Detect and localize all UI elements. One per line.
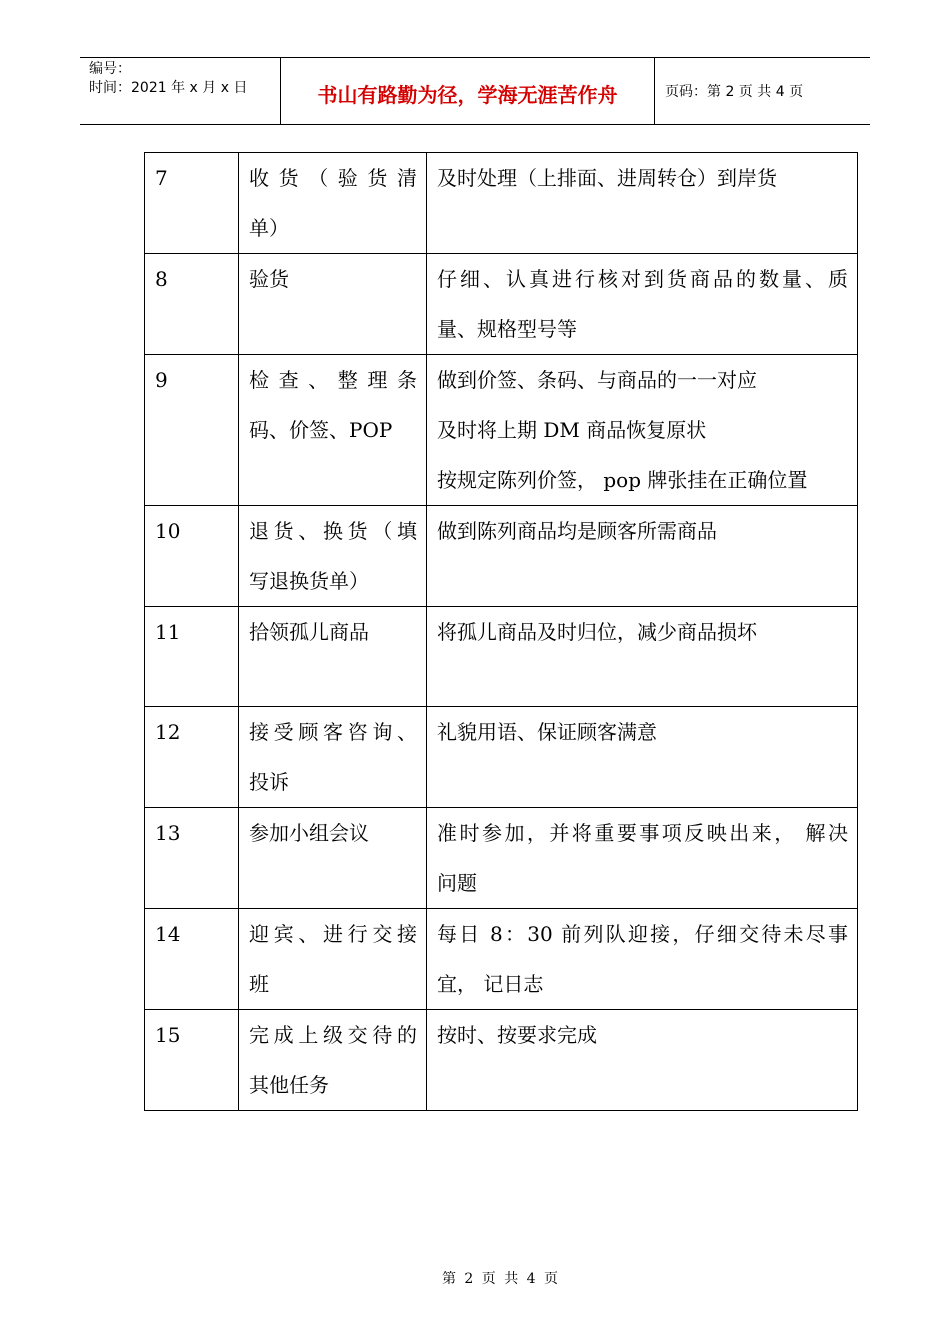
- duty-requirement: [427, 1010, 858, 1111]
- duty-item-line: 写退换货单）: [249, 569, 369, 593]
- table-row: [145, 355, 858, 506]
- document-time-label: 时间：2021 年 x 月 x 日: [89, 80, 248, 96]
- duty-item-line: 码、价签、POP: [249, 418, 393, 442]
- row-number: 11: [145, 607, 239, 707]
- row-number: 12: [145, 707, 239, 808]
- row-number: 10: [145, 506, 239, 607]
- row-number: 14: [145, 909, 239, 1010]
- duty-item: [239, 506, 427, 607]
- duty-item-line: 接受顾客咨询、: [249, 720, 417, 744]
- duty-requirement-line: 每日 8：30 前列队迎接，仔细交待未尽事: [437, 922, 848, 946]
- table-row: [145, 1010, 858, 1111]
- row-number: 8: [145, 254, 239, 355]
- duties-table: [144, 152, 858, 1111]
- duties-table-body: [145, 153, 858, 1111]
- duty-item-line: 退货、换货（填: [249, 519, 417, 543]
- duty-item-line: 迎宾、进行交接: [249, 922, 417, 946]
- duty-requirement-line: 礼貌用语、保证顾客满意: [437, 720, 657, 744]
- duty-requirement-line: 及时将上期 DM 商品恢复原状: [437, 418, 707, 442]
- duty-requirement-line: 宜， 记日志: [437, 972, 544, 996]
- duty-requirement-line: 做到价签、条码、与商品的一一对应: [437, 368, 757, 392]
- page-header: [80, 57, 870, 125]
- duty-requirement: [427, 909, 858, 1010]
- duty-item-line: 完成上级交待的: [249, 1023, 417, 1047]
- header-page-info: 页码：第 2 页 共 4 页: [665, 84, 804, 100]
- duty-item-line: 检查、整理条: [249, 368, 417, 392]
- duty-item-line: 投诉: [249, 770, 289, 794]
- duty-item: [239, 909, 427, 1010]
- row-number: 15: [145, 1010, 239, 1111]
- duty-requirement-line: 量、规格型号等: [437, 317, 577, 341]
- duty-requirement: [427, 808, 858, 909]
- duty-requirement-line: 做到陈列商品均是顾客所需商品: [437, 519, 717, 543]
- row-number: 7: [145, 153, 239, 254]
- duty-item-line: 拾领孤儿商品: [249, 620, 369, 644]
- table-row: [145, 808, 858, 909]
- duty-requirement: [427, 355, 858, 506]
- duty-item: [239, 1010, 427, 1111]
- duty-item: [239, 808, 427, 909]
- duty-item: [239, 254, 427, 355]
- duty-requirement-line: 按时、按要求完成: [437, 1023, 597, 1047]
- table-row: [145, 909, 858, 1010]
- duty-requirement: [427, 607, 858, 707]
- table-row: [145, 153, 858, 254]
- duty-requirement-line: 问题: [437, 871, 477, 895]
- header-meta: [80, 58, 281, 124]
- duty-item-line: 单）: [249, 216, 289, 240]
- duty-item: [239, 707, 427, 808]
- row-number: 13: [145, 808, 239, 909]
- duty-item-line: 班: [249, 972, 269, 996]
- duty-item: [239, 153, 427, 254]
- duty-requirement: [427, 707, 858, 808]
- duty-requirement: [427, 153, 858, 254]
- table-row: [145, 506, 858, 607]
- duty-requirement: [427, 506, 858, 607]
- header-motto: 书山有路勤为径，学海无涯苦作舟: [281, 58, 655, 124]
- page-footer: 第 2 页 共 4 页: [441, 1271, 559, 1287]
- table-row: [145, 254, 858, 355]
- row-number: 9: [145, 355, 239, 506]
- duty-requirement-line: 按规定陈列价签， pop 牌张挂在正确位置: [437, 468, 808, 492]
- duty-requirement-line: 仔细、认真进行核对到货商品的数量、质: [437, 267, 848, 291]
- document-number-label: 编号：: [89, 61, 131, 77]
- table-row: [145, 607, 858, 707]
- duty-item-line: 收货（验货清: [249, 166, 417, 190]
- duty-requirement-line: 及时处理（上排面、进周转仓）到岸货: [437, 166, 777, 190]
- duty-requirement: [427, 254, 858, 355]
- duty-requirement-line: 准时参加，并将重要事项反映出来， 解决: [437, 821, 848, 845]
- duty-requirement-line: 将孤儿商品及时归位，减少商品损坏: [437, 620, 757, 644]
- duty-item-line: 其他任务: [249, 1073, 329, 1097]
- duty-item-line: 参加小组会议: [249, 821, 369, 845]
- table-row: [145, 707, 858, 808]
- duty-item: [239, 607, 427, 707]
- duty-item: [239, 355, 427, 506]
- duty-item-line: 验货: [249, 267, 289, 291]
